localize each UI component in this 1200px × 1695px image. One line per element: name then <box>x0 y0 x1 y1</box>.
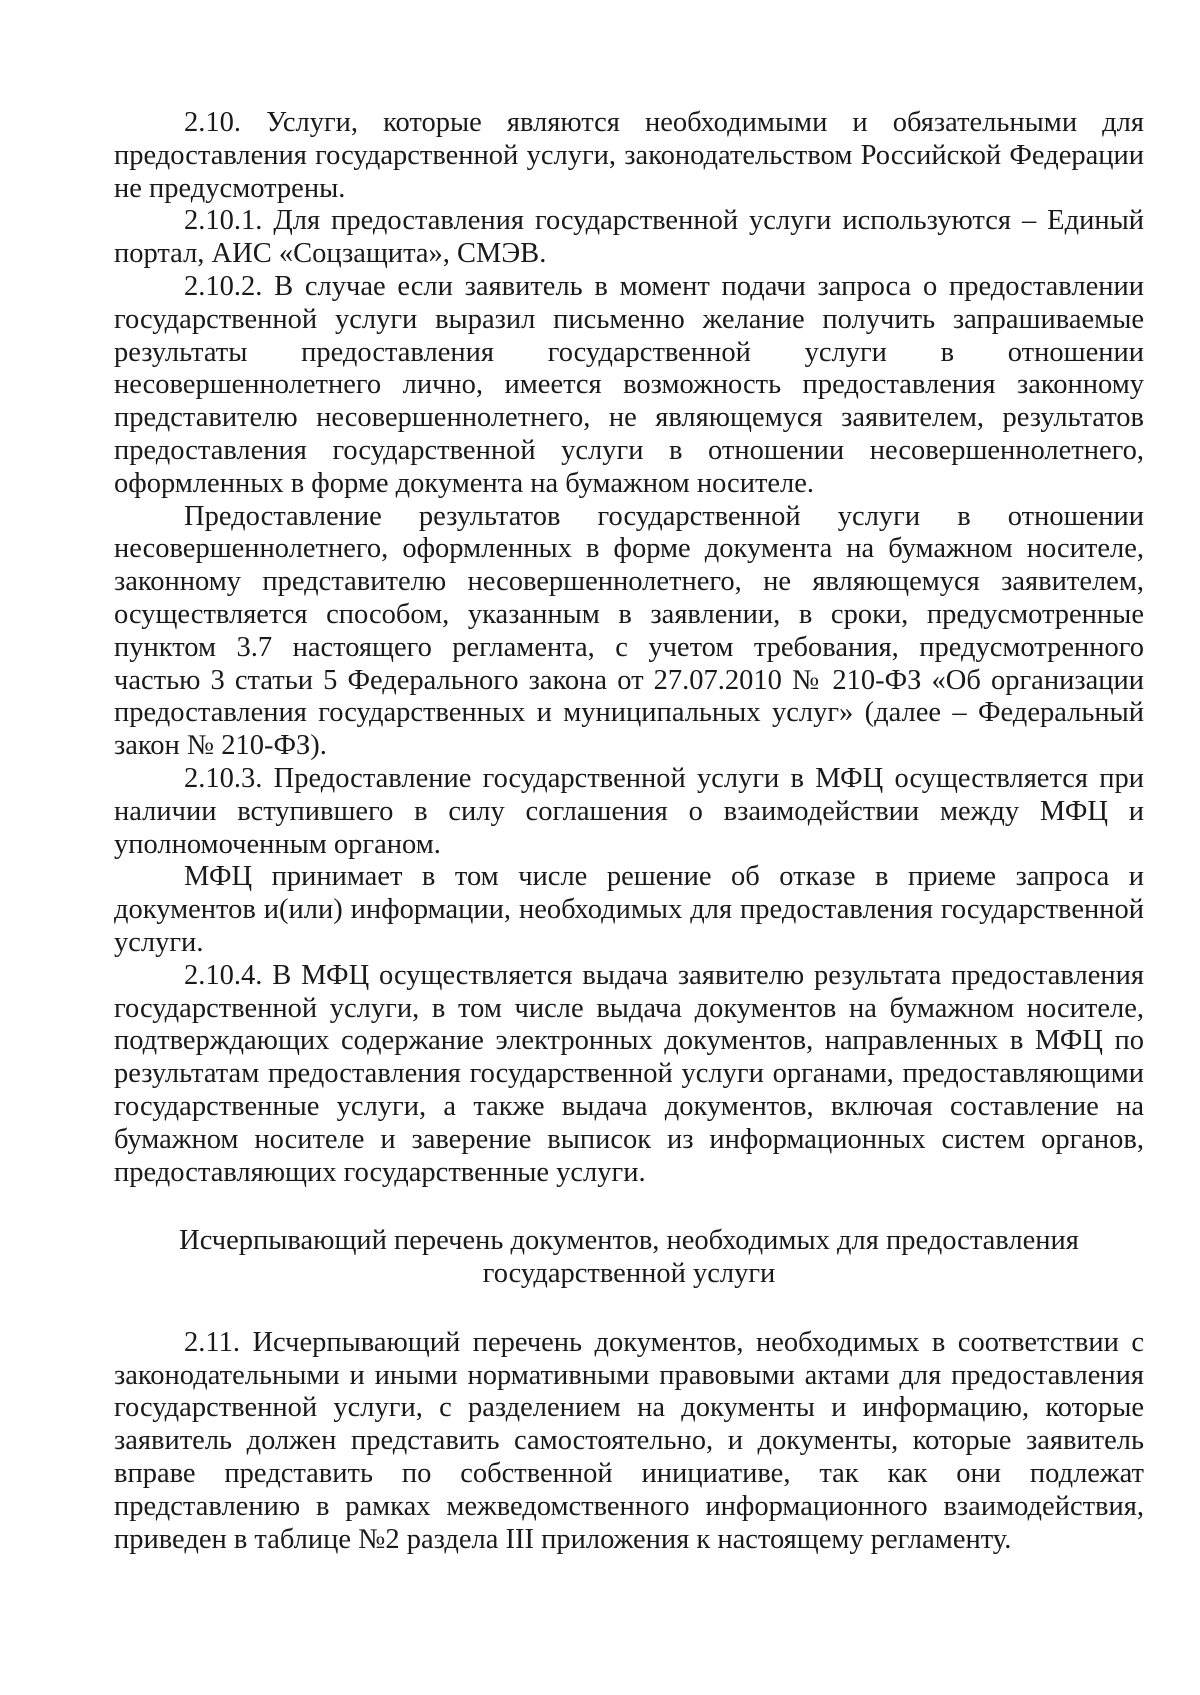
paragraph-2-10-4: 2.10.4. В МФЦ осуществляется выдача заявителю результата предоставления государственной услуги, в том числе выдача документов на бумажном носителе, подтверждающих содержание электронных документов, направленных в МФЦ по результатам предоставления государственной услуги органами, предоставляющими государственные услуги, а также выдача документов, включая составление на бумажном носителе и заверение выписок из информационных систем органов, предоставляющих государственные услуги. <box>114 959 1144 1188</box>
paragraph-2-10-3: 2.10.3. Предоставление государственной услуги в МФЦ осуществляется при наличии вступившего в силу соглашения о взаимодействии между МФЦ и уполномоченным органом. <box>114 762 1144 860</box>
paragraph-results-minor: Предоставление результатов государственной услуги в отношении несовершеннолетнего, оформленных в форме документа на бумажном носителе, законному представителю несовершеннолетнего, не являющемуся заявителем, осуществляется способом, указанным в заявлении, в сроки, предусмотренные пунктом 3.7 настоящего регламента, с учетом требования, предусмотренного частью 3 статьи 5 Федерального закона от 27.07.2010 № 210-ФЗ «Об организации предоставления государственных и муниципальных услуг» (далее – Федеральный закон № 210-ФЗ). <box>114 500 1144 762</box>
section-heading: Исчерпывающий перечень документов, необходимых для предоставления государственной услуги <box>179 1225 1079 1290</box>
paragraph-2-10-1: 2.10.1. Для предоставления государственной услуги используются – Единый портал, АИС «Соцзащита», СМЭВ. <box>114 205 1144 270</box>
paragraph-2-11: 2.11. Исчерпывающий перечень документов, необходимых в соответствии с законодательными и иными нормативными правовыми актами для предоставления государственной услуги, с разделением на документы и информацию, которые заявитель должен представить самостоятельно, и документы, которые заявитель вправе представить по собственной инициативе, так как они подлежат представлению в рамках межведомственного информационного взаимодействия, приведен в таблице №2 раздела III приложения к настоящему регламенту. <box>114 1326 1144 1555</box>
paragraph-2-10: 2.10. Услуги, которые являются необходимыми и обязательными для предоставления государственной услуги, законодательством Российской Федерации не предусмотрены. <box>114 107 1144 204</box>
paragraph-2-10-2: 2.10.2. В случае если заявитель в момент подачи запроса о предоставлении государственной услуги выразил письменно желание получить запрашиваемые результаты предоставления государственной услуги в отношении несовершеннолетнего лично, имеется возможность предоставления законному представителю несовершеннолетнего, не являющемуся заявителем, результатов предоставления государственной услуги в отношении несовершеннолетнего, оформленных в форме документа на бумажном носителе. <box>114 270 1144 499</box>
paragraph-mfc-refusal: МФЦ принимает в том числе решение об отказе в приеме запроса и документов и(или) информации, необходимых для предоставления государственной услуги. <box>114 861 1144 958</box>
document-body <box>114 107 1144 1556</box>
